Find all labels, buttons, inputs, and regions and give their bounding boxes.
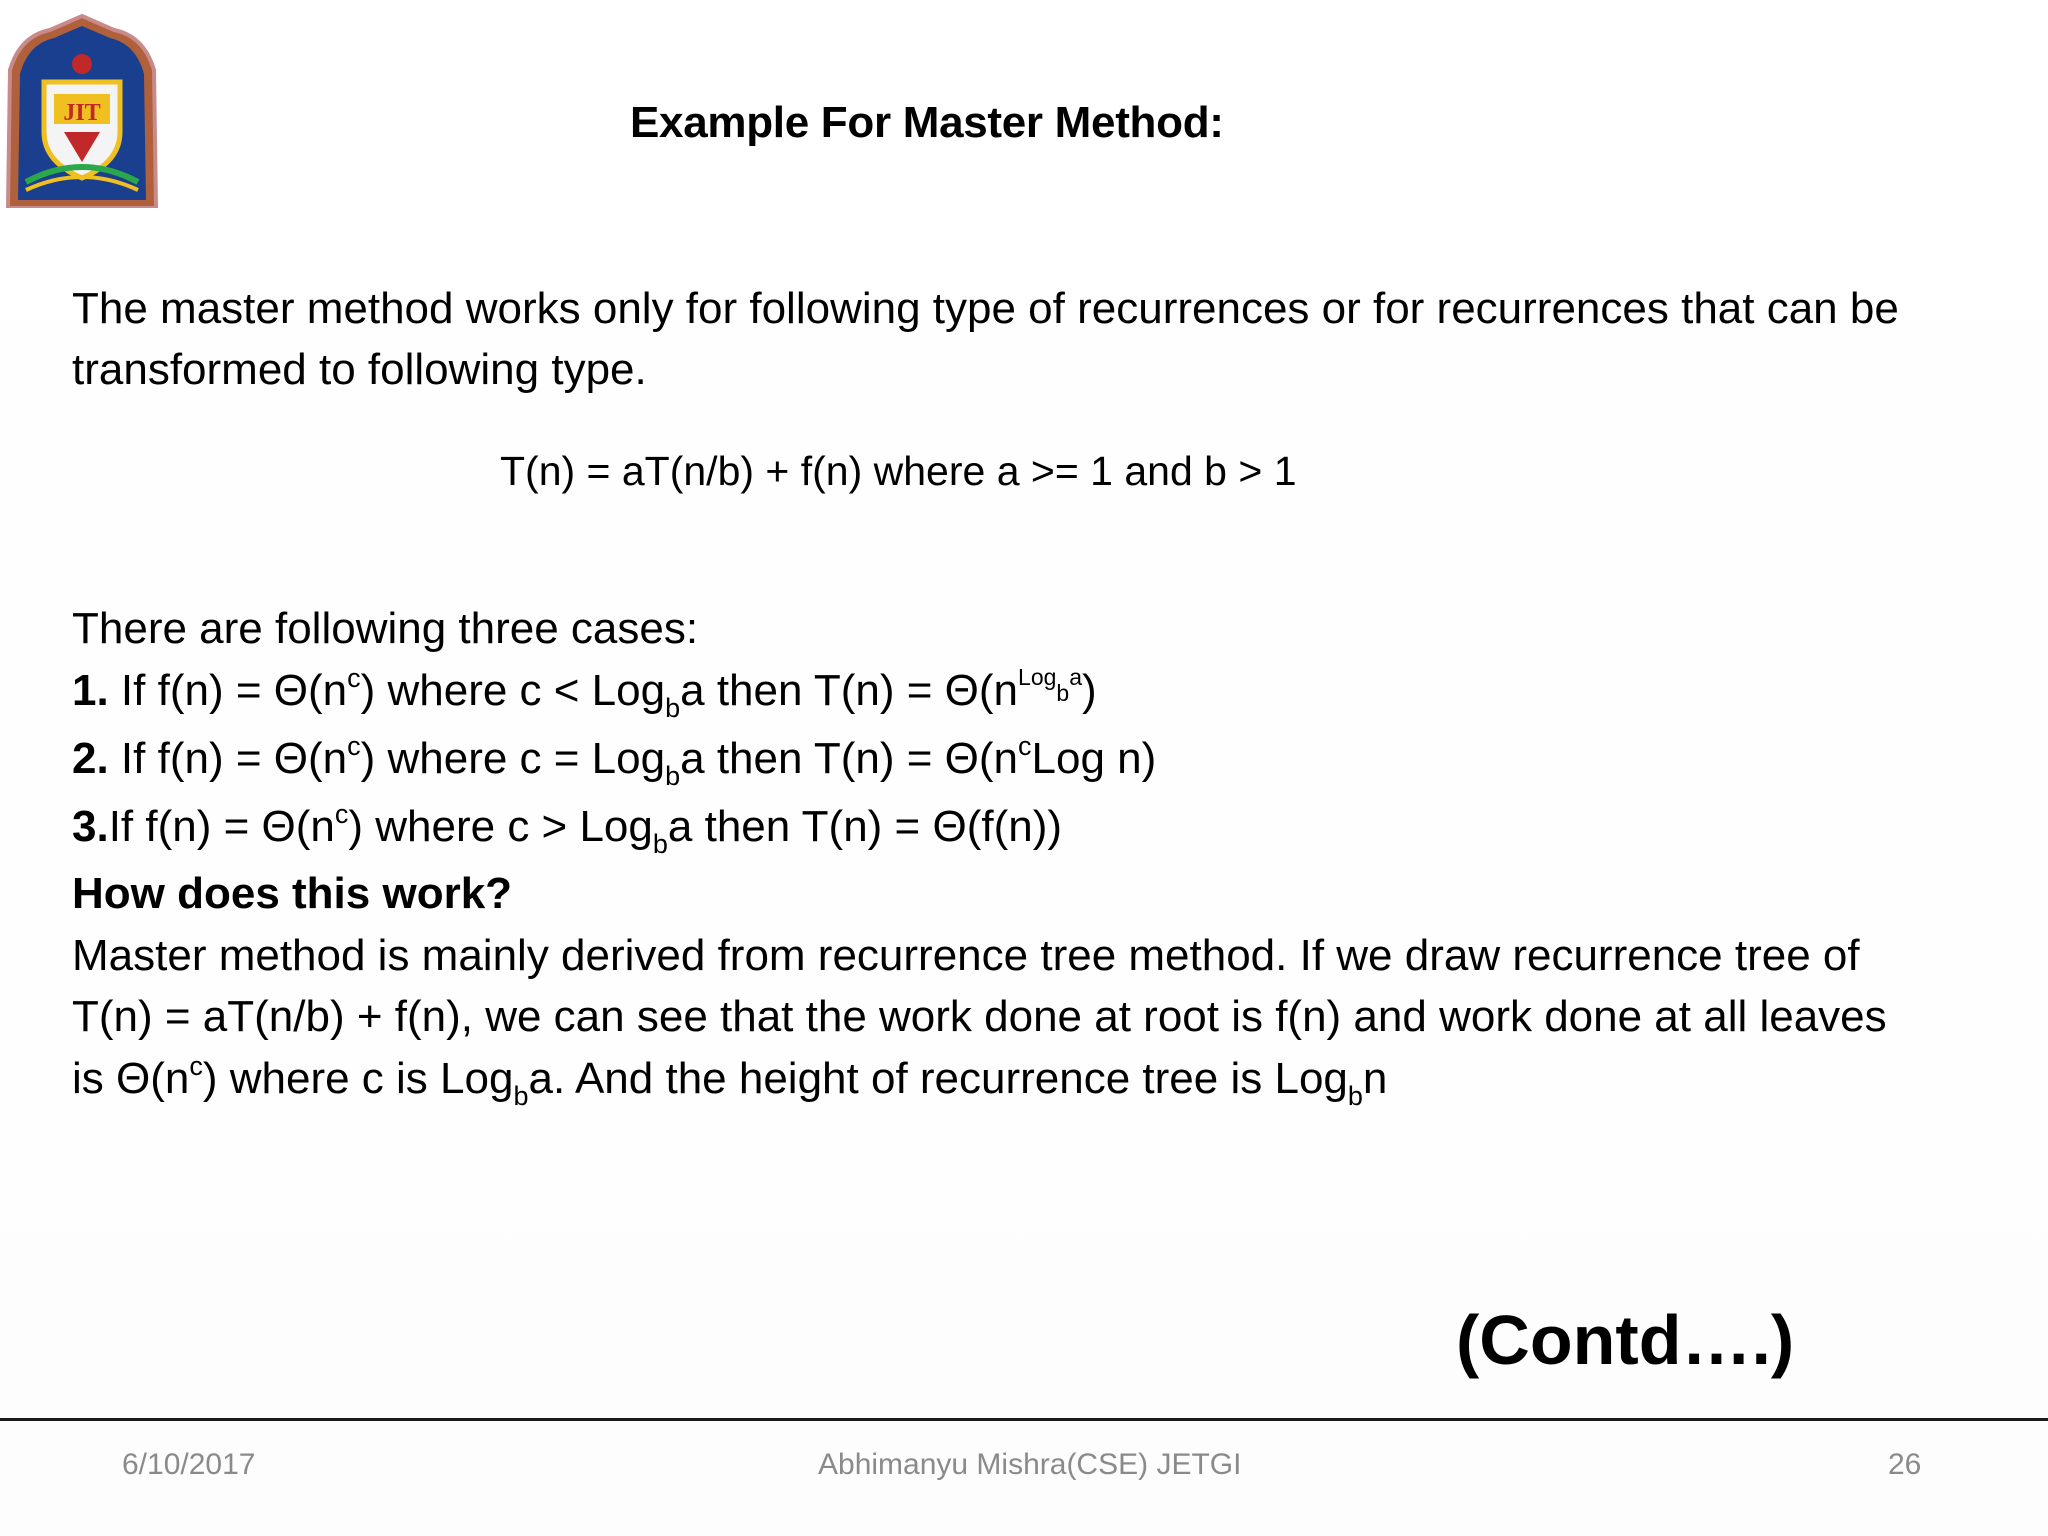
case-2: 2. If $f(n) = \Theta(n^c)$ where c = Log$_b$a then $T(n) = \Theta(n^cLog$ n) — [72, 731, 1157, 791]
case-3: 3.If $f(n) = \Theta(n^c)$ where c > Log$_b$a then T(n) = Θ(f(n)) — [72, 798, 1062, 859]
footer-author: Abhimanyu Mishra(CSE) JETGI — [818, 1448, 1242, 1481]
cases-section — [72, 598, 2032, 1115]
explanation-line-1: Master method is mainly derived from recurrence tree method. If we draw recurrence tree of — [72, 930, 1860, 980]
page-number: 26 — [1888, 1448, 1922, 1481]
footer-divider — [0, 1418, 2048, 1421]
logo-text: JIT — [63, 100, 101, 126]
footer-date: 6/10/2017 — [122, 1448, 256, 1481]
how-heading: How does this work? — [72, 869, 513, 918]
slide-title: Example For Master Method: — [630, 98, 1224, 147]
intro-paragraph: The master method works only for following type of recurrences or for recurrences that can be transformed to following type. — [72, 284, 1899, 394]
case-number: 2. — [72, 734, 109, 783]
explanation-line-2: T(n) = aT(n/b) + f(n), we can see that the work done at root is f(n) and work done at all leaves — [72, 992, 1887, 1041]
explanation-line-3: is $\Theta(n^c)$ where c is Log$_b$a. And the height of recurrence tree is Log$_b$n — [72, 1050, 1388, 1111]
recurrence-formula: T(n) = aT(n/b) + f(n) where a >= 1 and b > 1 — [500, 448, 1297, 494]
case-number: 1. — [72, 665, 109, 715]
college-crest-logo — [4, 12, 160, 208]
cases-heading: There are following three cases: — [72, 604, 699, 653]
case-number: 3. — [72, 801, 109, 851]
continued-label: (Contd….) — [1456, 1301, 1795, 1379]
case-1: 1. If $f(n) = \Theta(n^c)$ where c < Log$_b$a then $T(n) = \Theta(n^{Log}b^a)$ — [72, 662, 1097, 723]
